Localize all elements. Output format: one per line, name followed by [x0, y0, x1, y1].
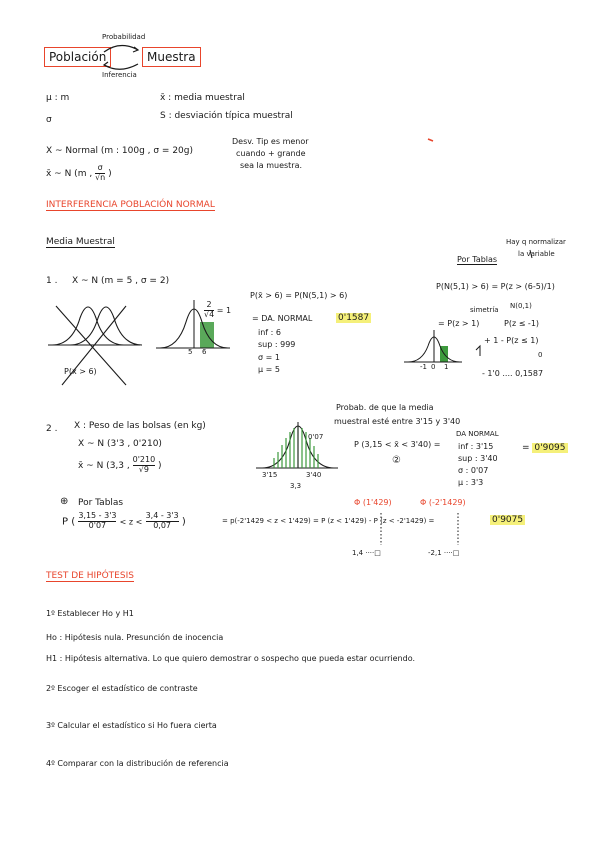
ex2-number: 2 . [46, 424, 58, 434]
ex1-sup: sup : 999 [258, 340, 296, 349]
normal-line2: x̄ ~ N (m , $\frac{\sigma}{√n}$ ) [46, 163, 112, 182]
ex2-circle-2: ② [392, 455, 401, 466]
ex1-pz-neg: P(z ≤ -1) [504, 319, 540, 328]
s-definition: S : desviación típica muestral [160, 111, 293, 121]
note-line2: cuando + grande [236, 149, 306, 158]
ex2-xbar-distribution: x̄ ~ N (3,3 , $\frac{0'210}{√9}$ ) [78, 455, 162, 474]
note-line1: Desv. Tip es menor [232, 137, 309, 146]
ex2-prob-note1: Probab. de que la media [336, 403, 434, 412]
ex2-chain1: 1,4 ····□ [352, 549, 381, 557]
ex1-mu: μ = 5 [258, 365, 280, 374]
ex2-result2: 0'9075 [492, 515, 524, 525]
ex2-x-definition: X : Peso de las bolsas (en kg) [74, 421, 206, 431]
ex1-result: 0'1587 [338, 313, 370, 323]
ex2-inf: inf : 3'15 [458, 442, 494, 451]
ex1-distribution: X ~ N (m = 5 , σ = 2) [72, 276, 170, 286]
ex2-tick-340: 3'40 [306, 471, 322, 479]
ex1-one-tick: 1 [444, 363, 449, 371]
normal-line1: X ~ Normal (m : 100g , σ = 20g) [46, 146, 194, 156]
h1-definition: H1 : Hipótesis alternativa. Lo que quiero demostrar o sospecho que pueda estar ocurriendo. [46, 654, 416, 663]
ex1-pz1: = P(z > 1) [438, 319, 480, 328]
ex2-circle-plus: ⊕ [60, 496, 69, 507]
note-normalizar-1: Hay q normalizar [506, 238, 566, 246]
ex2-tick-mid: 3,3 [290, 482, 302, 490]
ex1-inf: inf : 6 [258, 328, 281, 337]
bracket-icon [476, 346, 480, 356]
ex2-big-equation-2: = p(-2'1429 < z < 1'429) = P (z < 1'429) - P (z < -2'1429) = [222, 517, 435, 525]
xbar-definition: x̄ : media muestral [160, 93, 245, 103]
ex1-n01: N(0,1) [510, 302, 532, 310]
section-title-inferencia: INTERFERENCIA POBLACIÓN NORMAL [46, 200, 215, 210]
note-line3: sea la muestra. [240, 161, 303, 170]
ex2-chain2: -2,1 ····□ [428, 549, 460, 557]
step-1: 1º Establecer Ho y H1 [46, 609, 134, 618]
ex1-one-minus: + 1 - P(z ≤ 1) [484, 336, 539, 345]
poblacion-box: Población [44, 47, 111, 67]
ex1-tick5: 5 [188, 348, 193, 356]
step-2: 2º Escoger el estadístico de contraste [46, 684, 198, 693]
ex1-zero-tick: 0 [431, 363, 436, 371]
ex1-sigma: σ = 1 [258, 353, 280, 362]
ex1-simetria: simetría [470, 306, 499, 314]
ex1-tick6: 6 [202, 348, 207, 356]
mu-symbol: μ : m [46, 93, 70, 103]
ex1-number: 1 . [46, 276, 58, 286]
note-normalizar-2: la variable [518, 250, 555, 258]
ex1-zero: 0 [538, 351, 543, 359]
ex2-x-distribution: X ~ N (3'3 , 0'210) [78, 439, 162, 449]
ex1-fraction: $\frac{2}{√4}$ = 1 [204, 300, 232, 319]
inferencia-label: Inferencia [102, 71, 137, 79]
ex2-big-equation: P ( $\frac{3,15 - 3'3}{0'07}$ < z < $\frac{3,4 - 3'3}{0,07}$ ) [62, 511, 186, 530]
arrow-top-icon [104, 45, 138, 52]
ex1-da-normal: = DA. NORMAL [252, 314, 313, 323]
ex2-tick-315: 3'15 [262, 471, 278, 479]
por-tablas-1: Por Tablas [457, 255, 498, 264]
section-title-test: TEST DE HIPÓTESIS [46, 571, 134, 581]
ex2-result1: = 0'9095 [522, 443, 566, 453]
ex2-sup: sup : 3'40 [458, 454, 498, 463]
media-muestral-title: Media Muestral [46, 237, 115, 247]
step-4: 4º Comparar con la distribución de referencia [46, 759, 229, 768]
bell-curve-hatched-icon [256, 422, 338, 468]
ex1-tabla-equation: P(N(5,1) > 6) = P(z > (6-5)/1) [436, 282, 555, 291]
ex2-por-tablas: Por Tablas [78, 498, 124, 508]
ex1-chain: - 1'0 .... 0,1587 [482, 369, 544, 378]
ex2-phi1: Φ (1'429) [354, 498, 392, 507]
step-3: 3º Calcular el estadístico si Ho fuera cierta [46, 721, 217, 730]
ex2-mu: μ : 3'3 [458, 478, 484, 487]
muestra-box: Muestra [142, 47, 201, 67]
probabilidad-label: Probabilidad [102, 33, 146, 41]
ex2-phi2: Φ (-2'1429) [420, 498, 466, 507]
ex2-sigma: σ : 0'07 [458, 466, 489, 475]
ex1-equation: P(x̄ > 6) = P(N(5,1) > 6) [250, 291, 348, 300]
ex2-da-normal: DA NORMAL [456, 430, 499, 438]
ex1-px6: P(x > 6) [64, 367, 97, 376]
ex2-prob-note2: muestral esté entre 3'15 y 3'40 [334, 417, 461, 426]
red-mark-icon [428, 139, 433, 141]
standard-normal-curve-icon [404, 330, 462, 362]
sigma-symbol: σ [46, 115, 52, 125]
ex1-neg1: -1 [420, 363, 427, 371]
h0-definition: Ho : Hipótesis nula. Presunción de inocencia [46, 633, 224, 642]
ex2-equation: P (3,15 < x̄ < 3'40) = [354, 440, 441, 449]
ex2-curve-sigma: 0'07 [308, 433, 324, 441]
